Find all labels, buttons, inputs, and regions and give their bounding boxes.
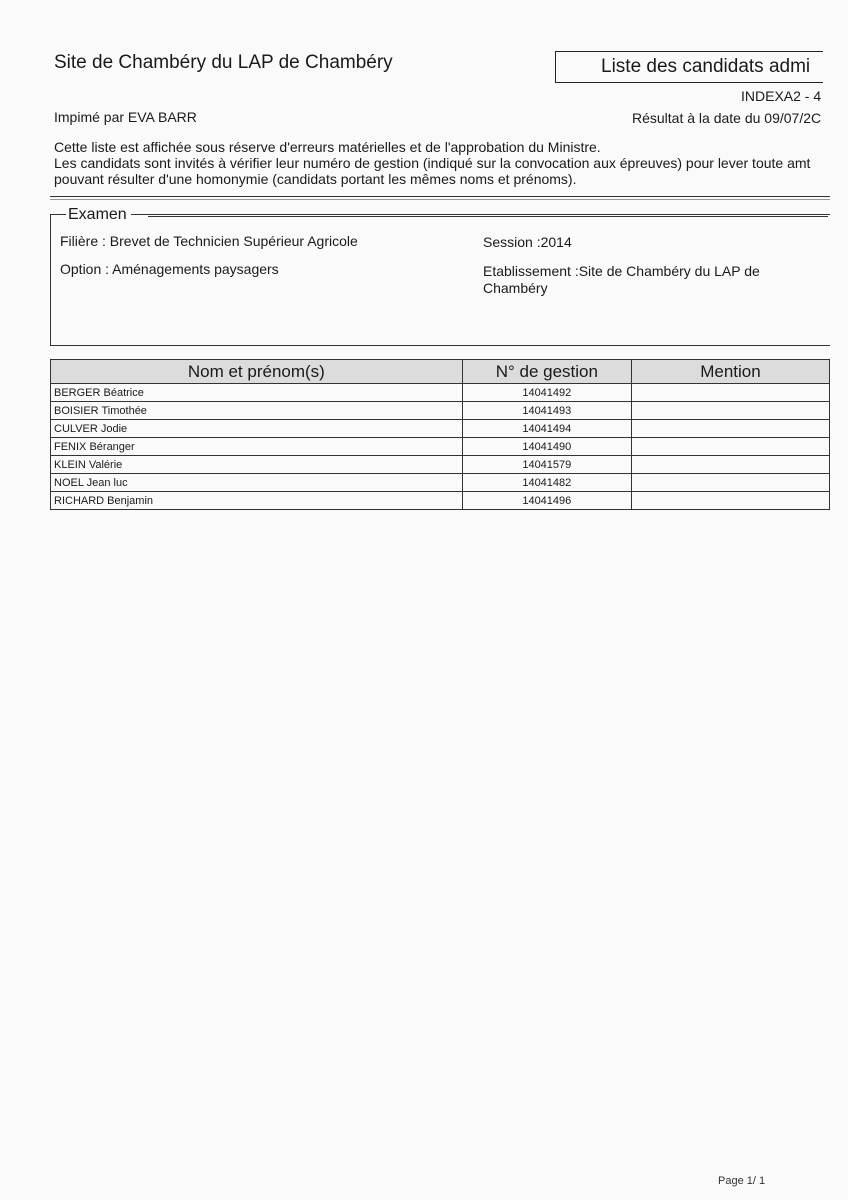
document-reference: INDEXA2 - 4 bbox=[741, 88, 822, 104]
table-row bbox=[51, 456, 830, 474]
list-title-box bbox=[555, 51, 823, 83]
table-row bbox=[51, 474, 830, 492]
exam-option: Option : Aménagements paysagers bbox=[60, 261, 279, 277]
candidate-mention bbox=[631, 474, 829, 492]
table-header-row bbox=[51, 360, 830, 384]
header-mention: Mention bbox=[631, 360, 829, 384]
list-title: Liste des candidats admi bbox=[601, 56, 811, 77]
page-number: Page 1/ 1 bbox=[718, 1175, 766, 1187]
candidate-number: 14041482 bbox=[462, 474, 631, 492]
table-row bbox=[51, 438, 830, 456]
candidate-number: 14041493 bbox=[462, 402, 631, 420]
candidates-table bbox=[50, 359, 830, 510]
printed-by: Impimé par EVA BARR bbox=[54, 109, 197, 125]
candidate-mention bbox=[631, 420, 829, 438]
table-row bbox=[51, 402, 830, 420]
header-divider-thin bbox=[50, 199, 830, 200]
candidate-name: KLEIN Valérie bbox=[51, 456, 463, 474]
candidate-name: BOISIER Timothée bbox=[51, 402, 463, 420]
exam-etablissement bbox=[483, 263, 760, 297]
exam-filiere: Filière : Brevet de Technicien Supérieur Agricole bbox=[60, 233, 358, 249]
candidate-number: 14041492 bbox=[462, 384, 631, 402]
notice-line-3: pouvant résulter d'une homonymie (candidats portant les mêmes noms et prénoms). bbox=[54, 171, 577, 187]
candidate-name: FENIX Béranger bbox=[51, 438, 463, 456]
header-divider bbox=[50, 196, 830, 197]
table-row bbox=[51, 420, 830, 438]
exam-etablissement-line-1: Etablissement :Site de Chambéry du LAP de bbox=[483, 263, 760, 279]
exam-session: Session :2014 bbox=[483, 234, 572, 250]
table-row bbox=[51, 384, 830, 402]
exam-legend-rule bbox=[148, 216, 828, 217]
notice-text bbox=[54, 139, 810, 187]
exam-etablissement-line-2: Chambéry bbox=[483, 280, 548, 296]
candidate-name: BERGER Béatrice bbox=[51, 384, 463, 402]
header-name: Nom et prénom(s) bbox=[51, 360, 463, 384]
site-title: Site de Chambéry du LAP de Chambéry bbox=[54, 52, 393, 73]
table-row bbox=[51, 492, 830, 510]
candidate-number: 14041496 bbox=[462, 492, 631, 510]
result-date: Résultat à la date du 09/07/2C bbox=[632, 110, 822, 126]
notice-line-1: Cette liste est affichée sous réserve d'erreurs matérielles et de l'approbation du Ministre. bbox=[54, 139, 601, 155]
header-number: N° de gestion bbox=[462, 360, 631, 384]
candidate-number: 14041579 bbox=[462, 456, 631, 474]
candidate-name: RICHARD Benjamin bbox=[51, 492, 463, 510]
candidate-number: 14041490 bbox=[462, 438, 631, 456]
exam-legend: Examen bbox=[66, 206, 131, 224]
candidate-mention bbox=[631, 384, 829, 402]
candidate-mention bbox=[631, 438, 829, 456]
candidate-name: NOEL Jean luc bbox=[51, 474, 463, 492]
candidate-number: 14041494 bbox=[462, 420, 631, 438]
candidate-mention bbox=[631, 492, 829, 510]
candidate-name: CULVER Jodie bbox=[51, 420, 463, 438]
candidate-mention bbox=[631, 402, 829, 420]
candidate-mention bbox=[631, 456, 829, 474]
notice-line-2: Les candidats sont invités à vérifier leur numéro de gestion (indiqué sur la convocation aux épreuves) pour lever toute amt bbox=[54, 155, 811, 171]
